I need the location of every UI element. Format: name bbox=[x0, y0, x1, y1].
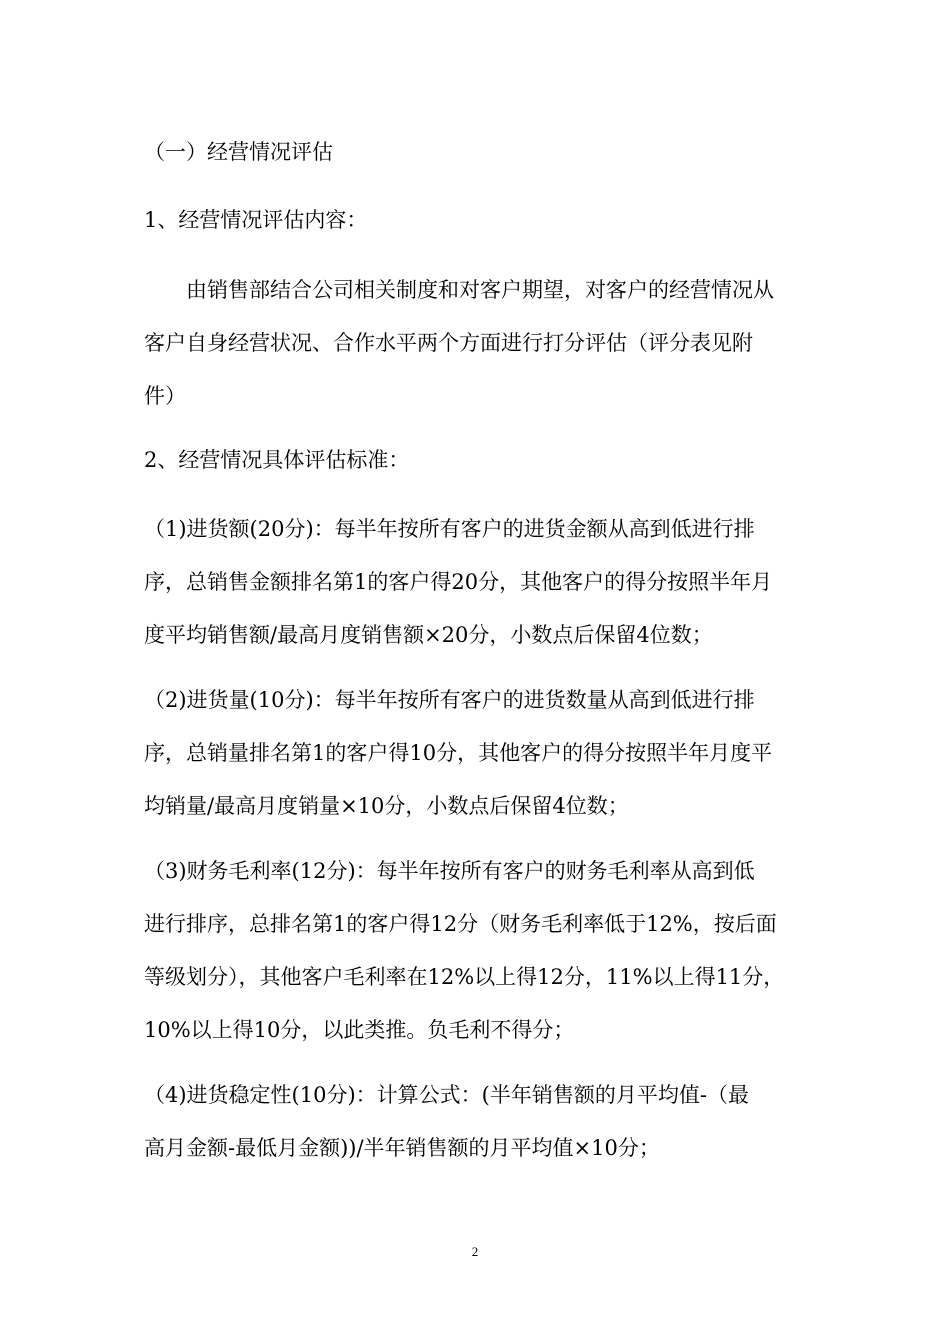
paragraph-line: 度平均销售额/最高月度销售额×20分，小数点后保留4位数； bbox=[144, 623, 713, 647]
paragraph-line: 序，总销量排名第1的客户得10分，其他客户的得分按照半年月度平 bbox=[144, 741, 773, 765]
item1-heading-text: 1、经营情况评估内容： bbox=[144, 208, 368, 232]
criterion-purchase-volume bbox=[144, 674, 816, 833]
item1-heading bbox=[144, 194, 816, 247]
paragraph-line: 等级划分），其他客户毛利率在12%以上得12分，11%以上得11分， bbox=[144, 965, 785, 989]
paragraph-line: 序，总销售金额排名第1的客户得20分，其他客户的得分按照半年月 bbox=[144, 570, 773, 594]
criterion-purchase-amount bbox=[144, 503, 816, 662]
section-heading-text: （一）经营情况评估 bbox=[144, 140, 333, 164]
paragraph-line: 均销量/最高月度销量×10分，小数点后保留4位数； bbox=[144, 794, 629, 818]
paragraph-line: （3)财务毛利率(12分)：每半年按所有客户的财务毛利率从高到低 bbox=[144, 859, 755, 883]
page-number: 2 bbox=[471, 1244, 479, 1259]
section-heading bbox=[144, 126, 816, 179]
paragraph-line: 客户自身经营状况、合作水平两个方面进行打分评估（评分表见附 bbox=[144, 331, 753, 355]
paragraph-line: 高月金额-最低月金额))/半年销售额的月平均值×10分； bbox=[144, 1136, 660, 1160]
paragraph-line: 由销售部结合公司相关制度和对客户期望，对客户的经营情况从 bbox=[144, 278, 774, 302]
paragraph-line: 10%以上得10分，以此类推。负毛利不得分； bbox=[144, 1018, 575, 1042]
criterion-purchase-stability bbox=[144, 1069, 816, 1175]
criterion-gross-margin bbox=[144, 845, 816, 1057]
paragraph-line: 件） bbox=[144, 384, 186, 408]
paragraph-line: （2)进货量(10分)：每半年按所有客户的进货数量从高到低进行排 bbox=[144, 688, 755, 712]
paragraph-line: （1)进货额(20分)：每半年按所有客户的进货金额从高到低进行排 bbox=[144, 517, 755, 541]
item1-paragraph bbox=[144, 264, 816, 423]
paragraph-line: （4)进货稳定性(10分)：计算公式：(半年销售额的月平均值-（最 bbox=[144, 1083, 749, 1107]
item2-heading-text: 2、经营情况具体评估标准： bbox=[144, 448, 410, 472]
paragraph-line: 进行排序，总排名第1的客户得12分（财务毛利率低于12%，按后面 bbox=[144, 912, 777, 936]
item2-heading bbox=[144, 434, 816, 487]
